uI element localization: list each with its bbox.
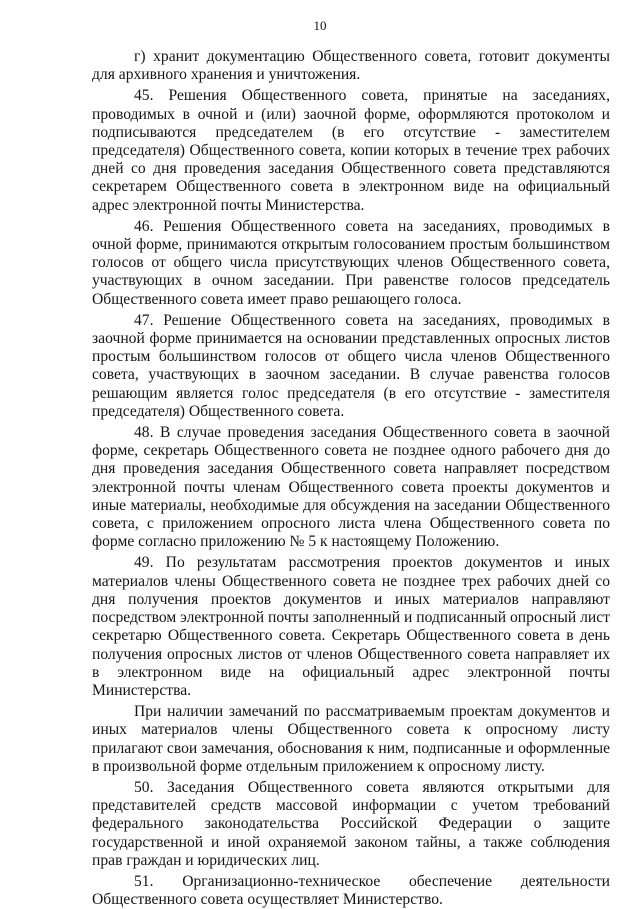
paragraph-item-g: г) хранит документацию Общественного совета, готовит документы для архивного хранения и уничтожения. (92, 48, 610, 84)
document-body (92, 48, 610, 909)
paragraph-47: 47. Решение Общественного совета на заседаниях, проводимых в заочной форме принимается на основании представленных опросных листов простым большинством голосов от общего числа членов Общественного совета, участвующих в заочном заседании. В случае равенства голосов решающим является голос председателя (в его отсутствие - заместителя председателя) Общественного совета. (92, 311, 610, 420)
paragraph-49: 49. По результатам рассмотрения проектов документов и иных материалов члены Общественного совета не позднее трех рабочих дней со дня получения проектов документов и иных материалов направляют посредством электронной почты заполненный и подписанный опросный лист секретарю Общественного совета. Секретарь Общественного совета в день получения опросных листов от членов Общественного совета направляет их в электронном виде на официальный адрес электронной почты Министерства. (92, 554, 610, 699)
paragraph-49-remarks: При наличии замечаний по рассматриваемым проектам документов и иных материалов члены Общественного совета к опросному листу прилагают свои замечания, обоснования к ним, подписанные и оформленные в произвольной форме отдельным приложением к опросному листу. (92, 703, 610, 775)
paragraph-51: 51. Организационно-техническое обеспечение деятельности Общественного совета осуществляет Министерство. (92, 872, 610, 909)
page-number: 10 (313, 18, 327, 33)
paragraph-46: 46. Решения Общественного совета на заседаниях, проводимых в очной форме, принимаются открытым голосованием простым большинством голосов от общего числа присутствующих членов Общественного совета, участвующих в очном заседании. При равенстве голосов председатель Общественного совета имеет право решающего голоса. (92, 217, 610, 308)
paragraph-48: 48. В случае проведения заседания Общественного совета в заочной форме, секретарь Общественного совета не позднее одного рабочего дня до дня проведения заседания Общественного совета направляет посредством электронной почты членам Общественного совета проекты документов и иные материалы, необходимые для обсуждения на заседании Общественного совета, с приложением опросного листа члена Общественного совета по форме согласно приложению № 5 к настоящему Положению. (92, 424, 610, 551)
paragraph-50: 50. Заседания Общественного совета являются открытыми для представителей средств массовой информации с учетом требований федерального законодательства Российской Федерации о защите государственной и иной охраняемой законом тайны, а также соблюдения прав граждан и юридических лиц. (92, 778, 610, 869)
paragraph-45: 45. Решения Общественного совета, принятые на заседаниях, проводимых в очной и (или) заочной форме, оформляются протоколом и подписываются председателем (в его отсутствие - заместителем председателя) Общественного совета, копии которых в течение трех рабочих дней со дня проведения заседания Общественного совета представляются секретарем Общественного совета в электронном виде на официальный адрес электронной почты Министерства. (92, 87, 610, 214)
